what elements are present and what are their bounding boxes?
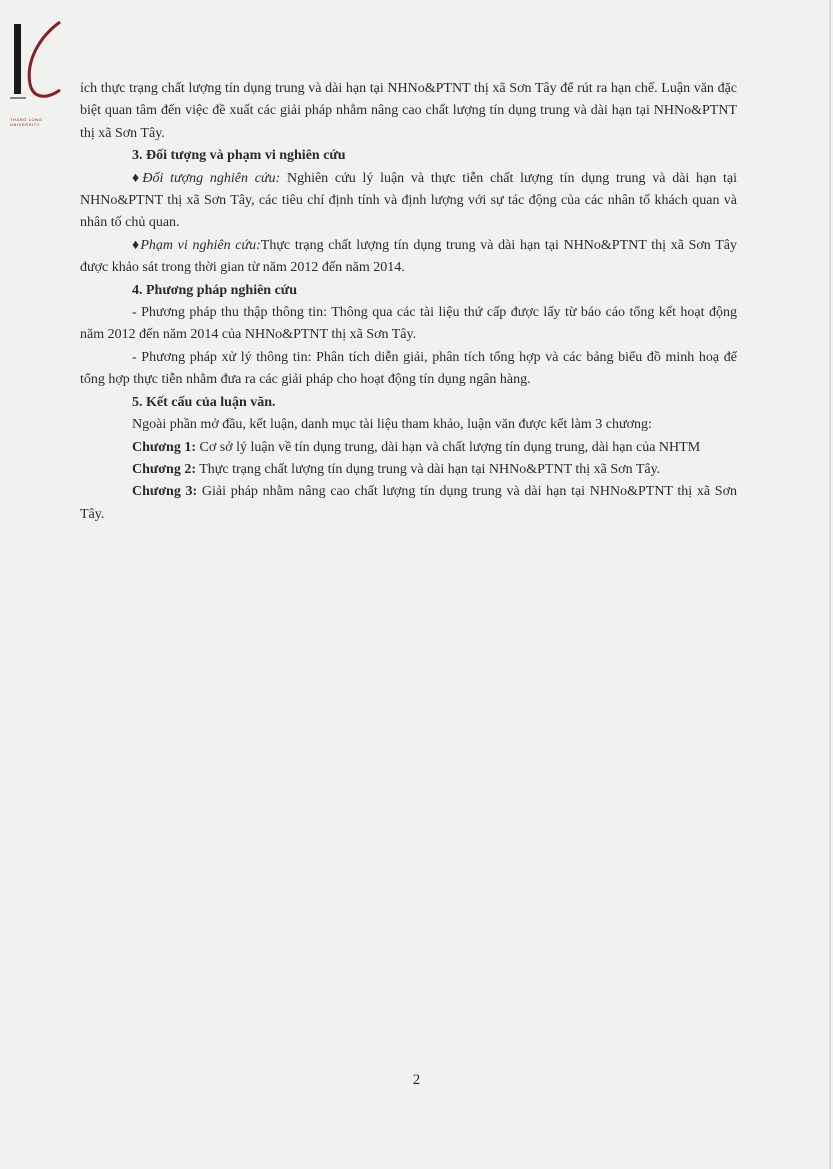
text-research-scope: Thực trạng chất lượng tín dụng trung và dài hạn tại NHNo&PTNT thị xã Sơn Tây được khảo sát trong thời gian từ năm 2012 đến năm 2014. (80, 237, 737, 276)
text-chapter-3: Giải pháp nhằm nâng cao chất lượng tín dụng trung và dài hạn tại NHNo&PTNT thị xã Sơn Tây. (80, 484, 737, 522)
logo-caption (10, 117, 80, 127)
paragraph-chapter-1 (80, 437, 737, 459)
label-research-object: ♦Đối tượng nghiên cứu: (132, 170, 281, 186)
paragraph-structure: Ngoài phần mở đầu, kết luận, danh mục tài liệu tham khảo, luận văn được kết làm 3 chương: (132, 417, 652, 433)
logo-mark-icon (8, 20, 78, 115)
logo-caption-line1: THANG LONG (10, 117, 43, 122)
heading-section-3: 3. Đối tượng và phạm vi nghiên cứu (132, 148, 346, 164)
body-text (80, 78, 737, 526)
paragraph-chapter-2 (80, 459, 737, 481)
label-chapter-2: Chương 2: (132, 461, 196, 477)
logo-caption-line2: UNIVERSITY (10, 122, 41, 127)
text-chapter-2: Thực trạng chất lượng tín dụng trung và dài hạn tại NHNo&PTNT thị xã Sơn Tây. (196, 461, 661, 477)
university-logo (8, 20, 78, 127)
label-chapter-3: Chương 3: (132, 484, 198, 500)
text-chapter-1: Cơ sở lý luận về tín dụng trung, dài hạn và chất lượng tín dụng trung, dài hạn của NHTM (196, 439, 701, 455)
label-chapter-1: Chương 1: (132, 439, 196, 455)
paragraph-intro: ích thực trạng chất lượng tín dụng trung và dài hạn tại NHNo&PTNT thị xã Sơn Tây để rút ra hạn chế. Luận văn đặc biệt quan tâm đến việc đề xuất các giải pháp nhằm nâng cao chất lượng tín dụng trung và dài hạn tại NHNo&PTNT thị xã Sơn Tây. (80, 81, 737, 141)
scan-edge (829, 0, 831, 1169)
page-number: 2 (412, 1072, 421, 1088)
paragraph-research-object (80, 168, 737, 235)
paragraph-method-collection: - Phương pháp thu thập thông tin: Thông qua các tài liệu thứ cấp được lấy từ báo cáo tổng kết hoạt động năm 2012 đến năm 2014 của NHNo&PTNT thị xã Sơn Tây. (80, 305, 737, 343)
paragraph-research-scope (80, 235, 737, 280)
heading-section-5: 5. Kết cấu của luận văn. (132, 394, 276, 410)
text-research-object: Nghiên cứu lý luận và thực tiễn chất lượng tín dụng trung và dài hạn tại NHNo&PTNT thị xã Sơn Tây, các tiêu chí định tính và định lượng với sự tác động của các nhân tố khách quan và nhân tố chủ quan. (80, 170, 737, 231)
paragraph-method-processing: - Phương pháp xử lý thông tin: Phân tích diễn giải, phân tích tổng hợp và các bảng biểu đồ minh hoạ để tổng hợp thực tiễn nhằm đưa ra các giải pháp cho hoạt động tín dụng ngân hàng. (80, 349, 737, 388)
paragraph-chapter-3 (80, 481, 737, 526)
heading-section-4: 4. Phương pháp nghiên cứu (132, 282, 297, 298)
label-research-scope: ♦Phạm vi nghiên cứu: (132, 237, 261, 253)
